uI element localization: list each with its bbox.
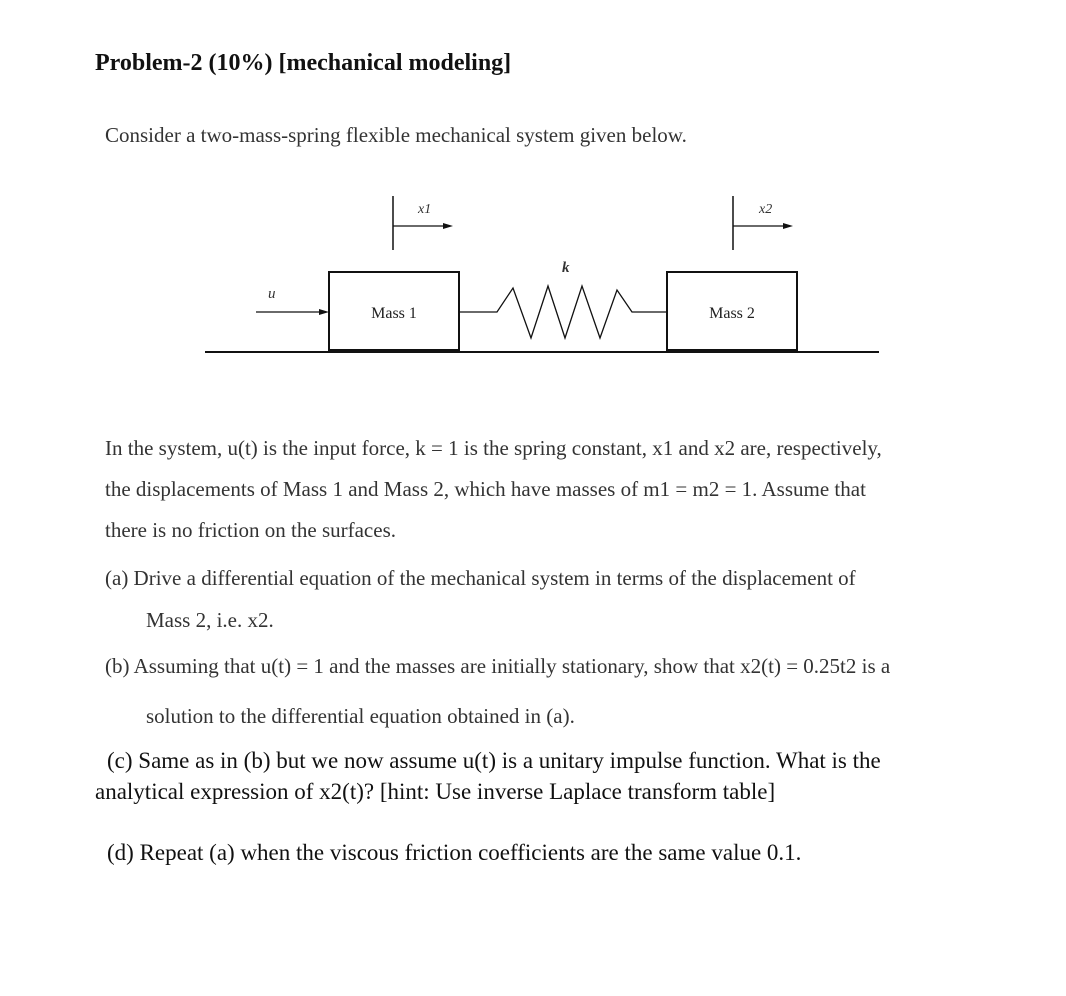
mass-1-label: Mass 1 [371, 305, 417, 322]
question-a-line-1: (a) Drive a differential equation of the mechanical system in terms of the displacement of [105, 566, 856, 590]
question-d: (d) Repeat (a) when the viscous friction coefficients are the same value 0.1. [107, 840, 802, 865]
description-line-2: the displacements of Mass 1 and Mass 2, which have masses of m1 = m2 = 1. Assume that [105, 477, 866, 501]
x1-label: x1 [418, 202, 432, 217]
question-c-line-1: (c) Same as in (b) but we now assume u(t) is a unitary impulse function. What is the [107, 748, 881, 773]
two-mass-spring-diagram [0, 180, 1066, 380]
question-b-line-1: (b) Assuming that u(t) = 1 and the masses are initially stationary, show that x2(t) = 0.25t2 is a [105, 654, 891, 678]
description-line-1: In the system, u(t) is the input force, k = 1 is the spring constant, x1 and x2 are, respectively, [105, 436, 882, 460]
x2-label: x2 [759, 202, 773, 217]
mass-2-label: Mass 2 [709, 305, 755, 322]
description-line-3: there is no friction on the surfaces. [105, 518, 396, 542]
u-label: u [268, 286, 276, 302]
x2-arrowhead [783, 223, 793, 229]
question-a-line-2: Mass 2, i.e. x2. [146, 608, 274, 632]
question-c-line-2: analytical expression of x2(t)? [hint: Use inverse Laplace transform table] [95, 779, 776, 804]
u-arrowhead [319, 309, 329, 315]
intro-text: Consider a two-mass-spring flexible mechanical system given below. [105, 123, 687, 147]
question-b-line-2: solution to the differential equation obtained in (a). [146, 704, 575, 728]
problem-title: Problem-2 (10%) [mechanical modeling] [95, 50, 512, 76]
spring [459, 286, 667, 338]
x1-arrowhead [443, 223, 453, 229]
k-label: k [562, 260, 570, 276]
system-description [105, 428, 882, 551]
